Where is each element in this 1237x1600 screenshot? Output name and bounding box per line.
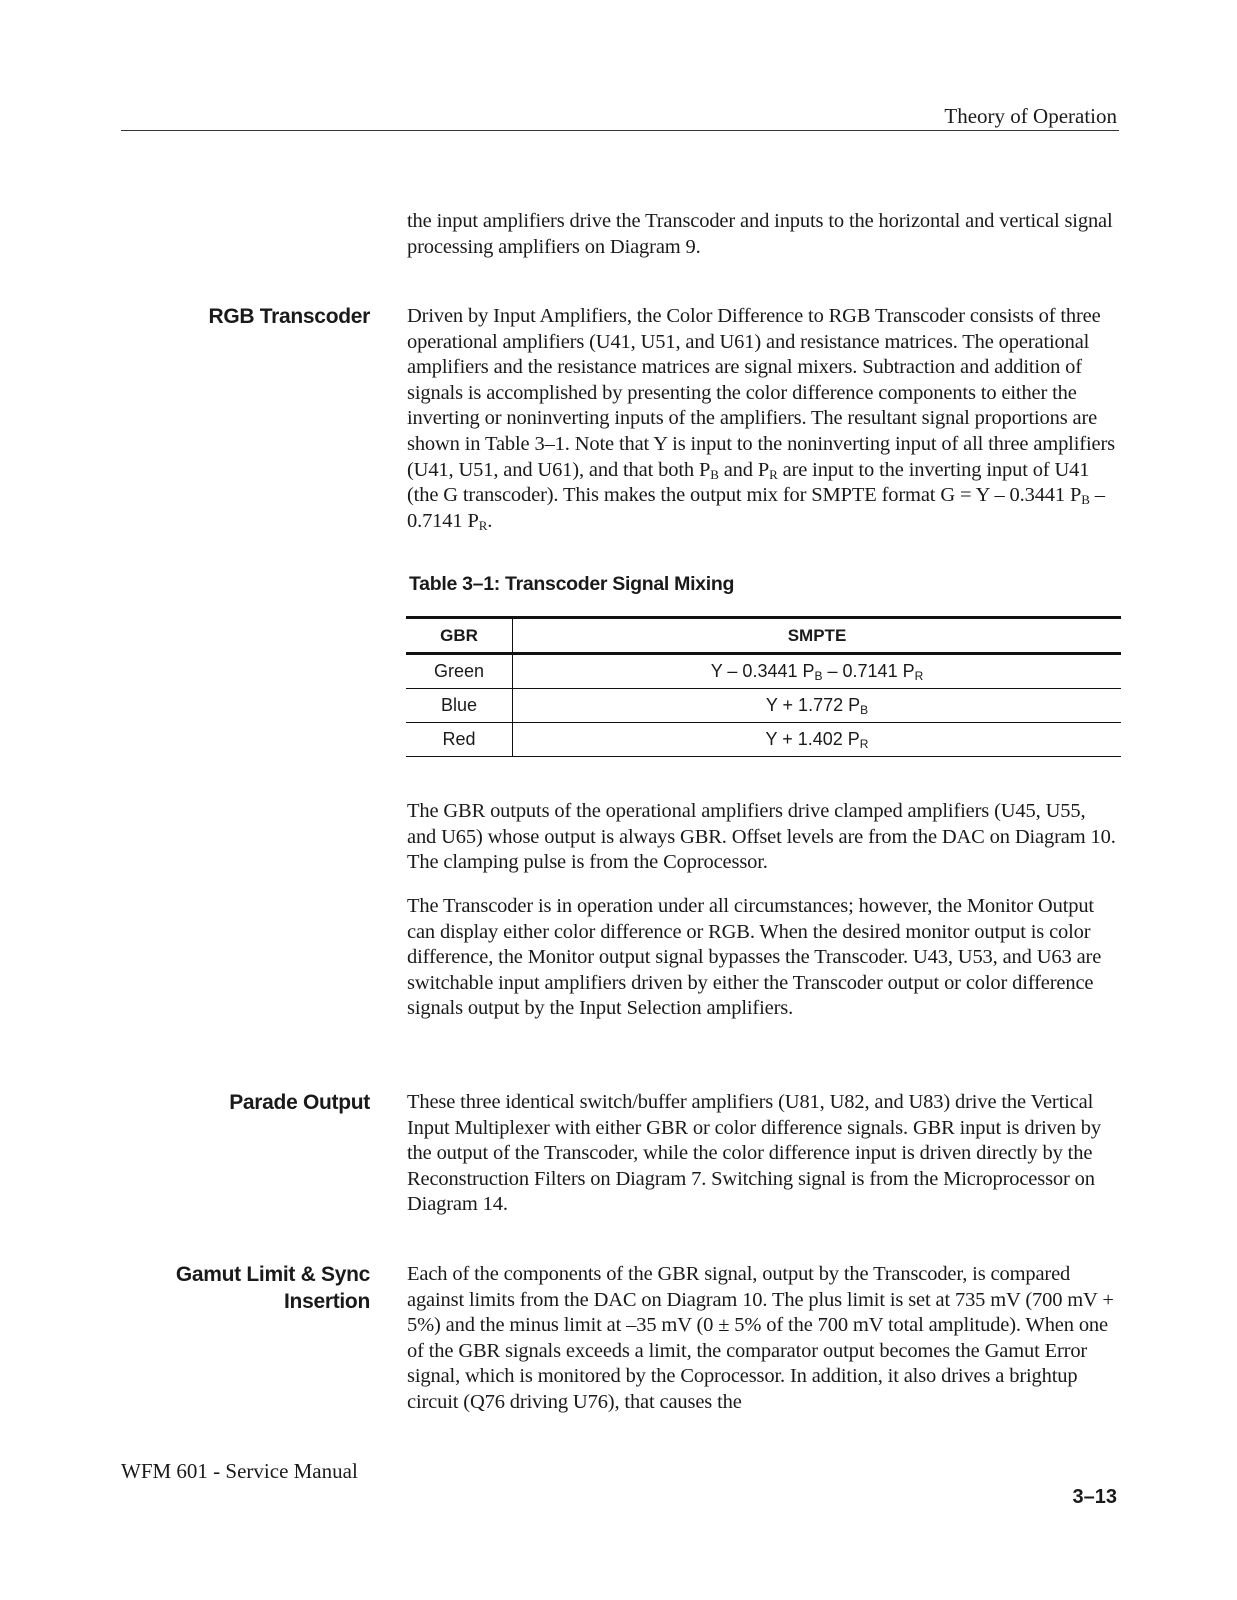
gbr-cell: Blue [406, 689, 513, 723]
smpte-cell: Y – 0.3441 $P_B - 0.7141$ $P_R$ [710, 661, 924, 683]
running-header-title: Theory of Operation [944, 104, 1117, 128]
footer-manual-title: WFM 601 - Service Manual [121, 1459, 358, 1483]
transcoder-mixing-table [406, 616, 1121, 757]
smpte-cell: Y + 1.772 $P_B$ [765, 695, 869, 717]
gbr-cell: Red [406, 723, 513, 757]
gamut-limit-heading [110, 1261, 370, 1315]
table-caption: Table 3–1: Transcoder Signal Mixing [409, 573, 735, 595]
rgb-transcoder-paragraph: Driven by Input Amplifiers, the Color Difference to RGB Transcoder consists of three operational amplifiers (U41, U51, and U61) and resistance matrices. The operational amplifiers and the resistance matrices are signal mixers. Subtraction and addition of signals is accomplished by presenting the color difference components to either the inverting or noninverting inputs of the amplifiers. The resultant signal proportions are shown in Table 3–1. Note that Y is input to the noninverting input of all three amplifiers (U41, U51, and U61), and that both $P_B$ and $P_R$ are input to the inverting input of U41 (the G transcoder). This makes the output mix for SMPTE format G = Y – 0.3441 $P_B - 0.7141$ $P_R$. [407, 305, 1115, 533]
intro-paragraph: the input amplifiers drive the Transcoder and inputs to the horizontal and vertical signal processing amplifiers on Diagram 9. [407, 210, 1113, 258]
table-row [406, 689, 1121, 723]
table-header-row [406, 618, 1121, 654]
parade-output-paragraph: These three identical switch/buffer amplifiers (U81, U82, and U83) drive the Vertical Input Multiplexer with either GBR or color difference signals. GBR input is driven by the output of the Transcoder, while the color difference input is driven directly by the Reconstruction Filters on Diagram 7. Switching signal is from the Microprocessor on Diagram 14. [407, 1091, 1101, 1216]
transcoder-operation-paragraph: The Transcoder is in operation under all circumstances; however, the Monitor Output can display either color difference or RGB. When the desired monitor output is color difference, the Monitor output signal bypasses the Transcoder. U43, U53, and U63 are switchable input amplifiers driven by either the Transcoder output or color difference signals output by the Input Selection amplifiers. [407, 895, 1102, 1020]
gamut-limit-paragraph: Each of the components of the GBR signal, output by the Transcoder, is compared against limits from the DAC on Diagram 10. The plus limit is set at 735 mV (700 mV + 5%) and the minus limit at –35 mV (0 ± 5% of the 700 mV total amplitude). When one of the GBR signals exceeds a limit, the comparator output becomes the Gamut Error signal, which is monitored by the Coprocessor. In addition, it also drives a brightup circuit (Q76 driving U76), that causes the [407, 1263, 1114, 1413]
gbr-outputs-paragraph: The GBR outputs of the operational amplifiers drive clamped amplifiers (U45, U55, and U65) whose output is always GBR. Offset levels are from the DAC on Diagram 10. The clamping pulse is from the Coprocessor. [407, 800, 1116, 874]
rgb-transcoder-heading: RGB Transcoder [208, 305, 370, 328]
column-header-smpte: SMPTE [787, 625, 847, 645]
gamut-limit-heading-line2: Insertion [284, 1290, 370, 1313]
gbr-cell: Green [406, 654, 513, 689]
header-rule [121, 130, 1119, 131]
column-header-gbr: GBR [406, 618, 513, 654]
smpte-cell: Y + 1.402 $P_R$ [765, 729, 869, 751]
table-row [406, 654, 1121, 689]
gamut-limit-heading-line1: Gamut Limit & Sync [175, 1263, 370, 1286]
page-number: 3–13 [1072, 1486, 1117, 1508]
parade-output-heading: Parade Output [229, 1091, 370, 1114]
table-row [406, 723, 1121, 757]
